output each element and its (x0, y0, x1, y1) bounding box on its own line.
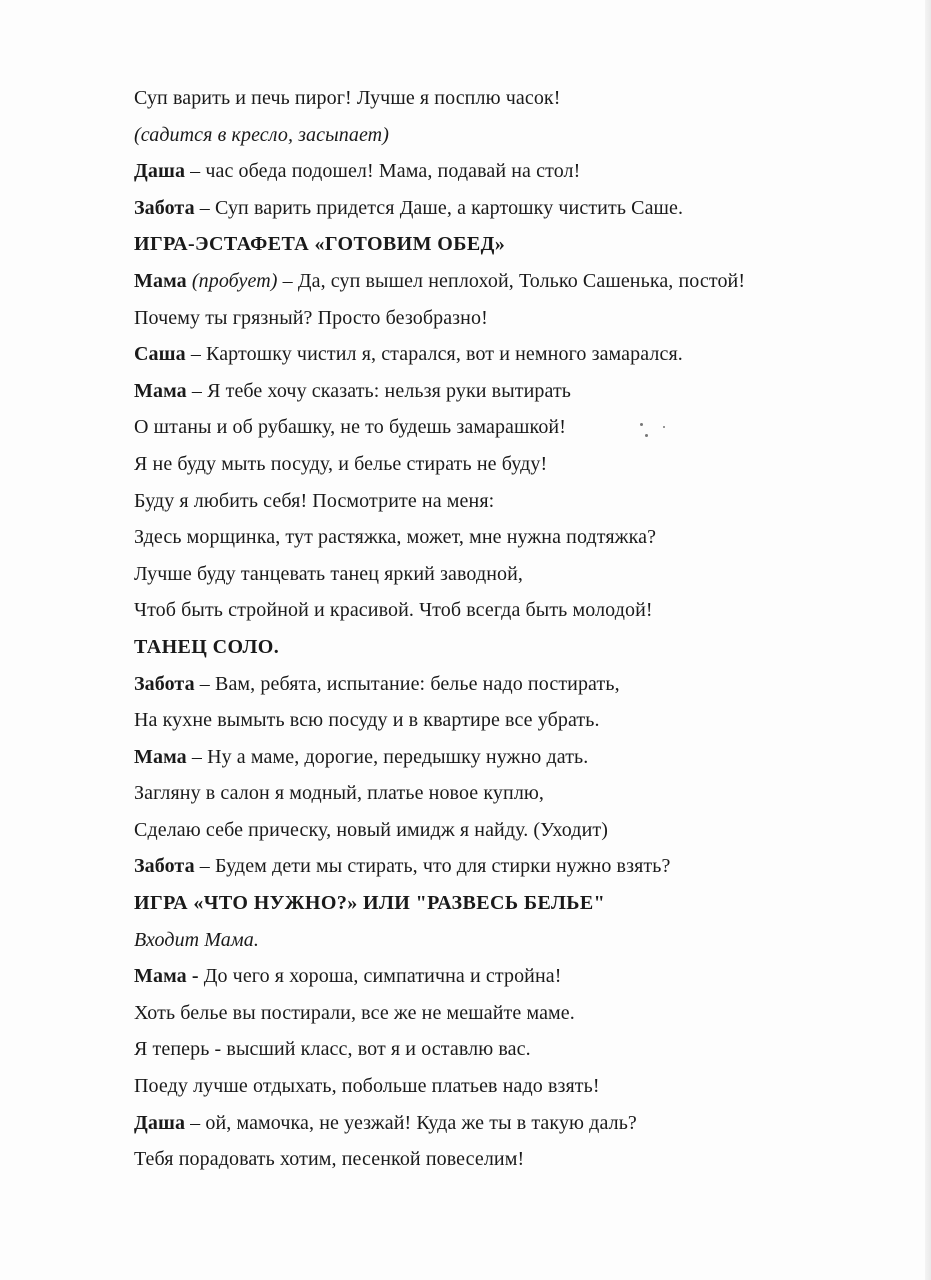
line-text: Поеду лучше отдыхать, побольше платьев надо взять! (134, 1075, 600, 1098)
line-text: – Картошку чистил я, старался, вот и немного замарался. (185, 343, 683, 366)
line-text: Буду я любить себя! Посмотрите на меня: (134, 489, 495, 512)
text-line (134, 1031, 894, 1068)
line-text: О штаны и об рубашку, не то будешь замарашкой! (134, 416, 566, 439)
line-text: Чтоб быть стройной и красивой. Чтоб всегда быть молодой! (134, 599, 653, 622)
line-text: Почему ты грязный? Просто безобразно! (134, 306, 488, 329)
line-text: – Будем дети мы стирать, что для стирки нужно взять? (194, 855, 671, 878)
text-line (134, 153, 894, 190)
line-text: Здесь морщинка, тут растяжка, может, мне нужна подтяжка? (134, 526, 657, 549)
line-text: – Суп варить придется Даше, а картошку чистить Саше. (194, 196, 684, 219)
speaker-name: Мама (134, 745, 187, 768)
line-text: – Ну а маме, дорогие, передышку нужно дать. (186, 745, 589, 768)
text-line (134, 1105, 894, 1142)
text-line (134, 226, 894, 263)
text-line (134, 922, 894, 959)
text-line (134, 775, 894, 812)
line-text: – Да, суп вышел неплохой, Только Сашенька, постой! (277, 269, 746, 292)
text-line (134, 80, 894, 117)
speaker-name: Саша (134, 343, 186, 366)
speaker-name: Забота (134, 672, 195, 695)
stage-direction: (пробует) (186, 269, 278, 292)
speaker-name: Забота (134, 196, 195, 219)
line-text: Я теперь - высший класс, вот я и оставлю вас. (134, 1038, 531, 1061)
text-line (134, 263, 894, 300)
text-line (134, 885, 894, 922)
text-line (134, 483, 894, 520)
text-line (134, 739, 894, 776)
line-text: – час обеда подошел! Мама, подавай на стол! (185, 160, 581, 183)
text-line (134, 373, 894, 410)
line-text: Хоть белье вы постирали, все же не мешайте маме. (134, 1001, 575, 1024)
line-text: Тебя порадовать хотим, песенкой повеселим! (134, 1148, 525, 1171)
text-line (134, 190, 894, 227)
speaker-name: Мама (134, 269, 187, 292)
text-line (134, 592, 894, 629)
text-line (134, 519, 894, 556)
line-text: Я не буду мыть посуду, и белье стирать не буду! (134, 452, 548, 475)
scan-edge (925, 0, 931, 1280)
section-heading: ТАНЕЦ СОЛО. (134, 635, 280, 658)
text-line (134, 300, 894, 337)
text-line (134, 117, 894, 154)
line-text: На кухне вымыть всю посуду и в квартире все убрать. (134, 709, 600, 732)
line-text: Сделаю себе прическу, новый имидж я найду. (Уходит) (134, 818, 608, 841)
speaker-name: Мама - (134, 965, 199, 988)
text-line (134, 629, 894, 666)
text-line (134, 1141, 894, 1178)
text-line (134, 702, 894, 739)
stage-direction: (садится в кресло, засыпает) (134, 123, 389, 146)
line-text: Загляну в салон я модный, платье новое куплю, (134, 782, 545, 805)
text-line (134, 336, 894, 373)
section-heading: ИГРА-ЭСТАФЕТА «ГОТОВИМ ОБЕД» (134, 233, 506, 256)
line-text: – Я тебе хочу сказать: нельзя руки вытирать (186, 379, 572, 402)
line-text: – Вам, ребята, испытание: белье надо постирать, (194, 672, 620, 695)
text-line (134, 995, 894, 1032)
line-text: Суп варить и печь пирог! Лучше я посплю часок! (134, 87, 561, 109)
line-text: До чего я хороша, симпатична и стройна! (198, 965, 562, 988)
text-line (134, 1068, 894, 1105)
line-text: – ой, мамочка, не уезжай! Куда же ты в такую даль? (185, 1111, 637, 1134)
text-line (134, 848, 894, 885)
stage-direction: Входит Мама. (134, 928, 259, 951)
speaker-name: Мама (134, 379, 187, 402)
speaker-name: Забота (134, 855, 195, 878)
section-heading: ИГРА «ЧТО НУЖНО?» ИЛИ "РАЗВЕСЬ БЕЛЬЕ" (134, 892, 606, 915)
script-text (134, 80, 894, 1178)
line-text: Лучше буду танцевать танец яркий заводной, (134, 562, 524, 585)
speaker-name: Даша (134, 1111, 186, 1134)
text-line (134, 958, 894, 995)
text-line (134, 666, 894, 703)
text-line (134, 556, 894, 593)
speaker-name: Даша (134, 160, 186, 183)
text-line (134, 409, 894, 446)
text-line (134, 812, 894, 849)
text-line (134, 446, 894, 483)
